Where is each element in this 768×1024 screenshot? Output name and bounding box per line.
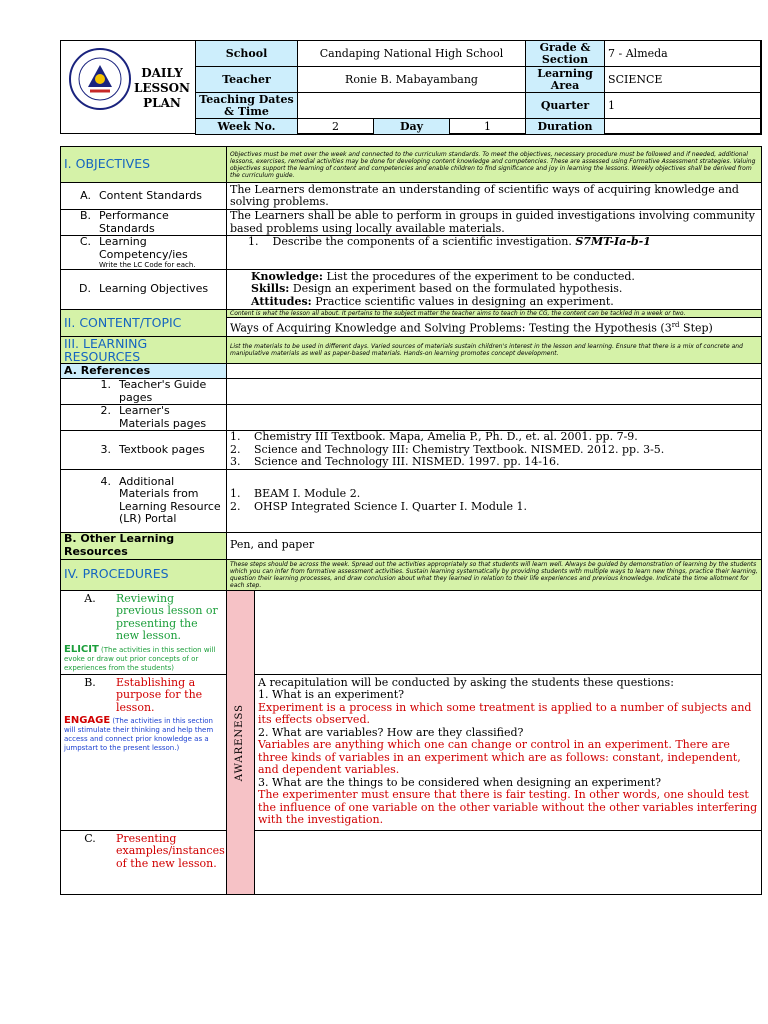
lc-code: S7MT-Ia-b-1 xyxy=(575,235,651,248)
textbook-item: Science and Technology III. NISMED. 1997. pp. 14-16. xyxy=(254,455,560,469)
competency-description: Describe the components of a scientific investigation. xyxy=(272,235,572,248)
textbook-item: Chemistry III Textbook. Mapa, Amelia P., Ph. D., et. al. 2001. pp. 7-9. xyxy=(254,430,638,444)
other-resources-value: Pen, and paper xyxy=(227,532,762,559)
establishing-purpose-content xyxy=(255,674,762,830)
topic-title: Ways of Acquiring Knowledge and Solving Problems: Testing the Hypothesis (3 xyxy=(230,321,672,335)
learners-materials-cell xyxy=(61,405,227,431)
other-resources-label: B. Other Learning Resources xyxy=(61,532,227,559)
learners-materials-label: Learner's Materials pages xyxy=(119,404,207,430)
item-number: 3. xyxy=(100,442,111,456)
deped-seal-logo xyxy=(68,47,132,111)
presenting-examples-cell xyxy=(61,830,227,894)
content-note: Content is what the lesson all about. It pertains to the subject matter the teacher aims to teach in the CG, the content can be tackled in a week or two. xyxy=(227,310,761,318)
teachers-guide-cell xyxy=(61,379,227,405)
content-topic-cell xyxy=(227,310,762,337)
attitudes-text: Practice scientific values in designing an experiment. xyxy=(315,294,614,308)
attitudes-label: Attitudes: xyxy=(251,294,312,308)
lc-code-note: Write the LC Code for each. xyxy=(99,261,196,269)
answer: Experiment is a process in which some treatment is applied to a number of subjects and its effects observed. xyxy=(258,700,752,727)
textbook-pages-cell xyxy=(61,431,227,470)
references-value xyxy=(227,364,762,379)
learners-materials-value xyxy=(227,405,762,431)
item-number: D. xyxy=(79,282,91,296)
reviewing-lesson-content xyxy=(255,590,762,674)
content-topic-heading: II. CONTENT/TOPIC xyxy=(61,310,227,337)
learning-objectives-text xyxy=(227,270,762,310)
elicit-label: ELICIT xyxy=(64,643,99,655)
learning-competency-text xyxy=(227,236,762,270)
textbook-pages-label: Textbook pages xyxy=(119,442,205,456)
reviewing-lesson-cell xyxy=(61,590,227,674)
teacher-value: Ronie B. Mabayambang xyxy=(298,67,526,93)
title-line: LESSON xyxy=(133,81,191,95)
performance-standards-cell xyxy=(61,210,227,236)
presenting-examples-label: Presenting examples/instances of the new lesson. xyxy=(116,831,225,870)
teacher-label: Teacher xyxy=(196,67,298,93)
quarter-value: 1 xyxy=(605,93,762,119)
procedures-heading: IV. PROCEDURES xyxy=(61,559,227,590)
item-number: 2. xyxy=(100,404,111,418)
week-value: 2 xyxy=(298,119,374,135)
learning-resources-heading: III. LEARNING RESOURCES xyxy=(61,337,227,364)
grade-section-label: Grade & Section xyxy=(526,41,605,67)
additional-materials-cell xyxy=(61,469,227,532)
teachers-guide-label: Teacher's Guide pages xyxy=(119,378,207,404)
additional-materials-list: 1. BEAM I. Module 2. 2. OHSP Integrated Science I. Quarter I. Module 1. xyxy=(227,469,762,532)
topic-sup: rd xyxy=(671,321,680,329)
item-number: B. xyxy=(84,675,96,689)
school-label: School xyxy=(196,41,298,67)
week-label: Week No. xyxy=(196,119,298,135)
textbook-list: 1. Chemistry III Textbook. Mapa, Amelia P., Ph. D., et. al. 2001. pp. 7-9. 2. Science and Technology III: Chemistry Textbook. NISMED. 2012. pp. 3-5. 3. Science and Technology III. NISMED. 1997. pp. 14-16. xyxy=(227,431,762,470)
title-line: DAILY xyxy=(141,66,183,80)
topic-end: Step) xyxy=(679,321,713,335)
question: 1. What is an experiment? xyxy=(258,688,405,702)
item-number: 1. xyxy=(248,235,259,248)
content-standards-label: Content Standards xyxy=(99,188,203,202)
skills-label: Skills: xyxy=(251,282,290,296)
daily-lesson-plan-title xyxy=(130,66,194,111)
topic-text xyxy=(227,318,761,336)
performance-standards-text: The Learners shall be able to perform in groups in guided investigations involving community based problems using locally available materials. xyxy=(227,210,762,236)
learning-objectives-label: Learning Objectives xyxy=(99,282,209,296)
duration-value xyxy=(605,119,762,135)
teaching-dates-value xyxy=(298,93,526,119)
question: 3. What are the things to be considered when designing an experiment? xyxy=(258,775,662,789)
answer: The experimenter must ensure that there is fair testing. In other words, one should test the influence of one variable on the other variable without the other variables interfering with the investigation. xyxy=(258,788,758,827)
day-value: 1 xyxy=(450,119,526,135)
school-value: Candaping National High School xyxy=(298,41,526,67)
awareness-label: AWARENESS xyxy=(234,703,246,781)
item-number: C. xyxy=(79,235,91,248)
objectives-note: Objectives must be met over the week and connected to the curriculum standards. To meet the objectives, necessary procedure must be followed and if needed, additional lessons, exercises, remedial activities may be done for developing content knowledge and competencies. These are assessed using Formative Assessment strategies. Valuing objectives support the learning of content and competencies and enable children to find significance and joy in learning the lessons. Weekly objectives shall be derived from the curriculum guide. xyxy=(227,147,762,183)
recap-intro: A recapitulation will be conducted by asking the students these questions: xyxy=(258,675,674,689)
additional-materials-label: Additional Materials from Learning Resource (LR) Portal xyxy=(119,474,221,526)
resources-note: List the materials to be used in different days. Varied sources of materials sustain children's interest in the lesson and learning. Ensure that there is a mix of concrete and manipulative materials as well as paper-based materials. Hands-on learning promotes concept development. xyxy=(227,337,762,364)
establishing-purpose-cell xyxy=(61,674,227,830)
item-number: A. xyxy=(80,188,91,202)
additional-item: OHSP Integrated Science I. Quarter I. Module 1. xyxy=(254,499,528,513)
content-standards-cell xyxy=(61,183,227,210)
day-label: Day xyxy=(374,119,450,135)
header-info-table xyxy=(195,40,762,135)
item-number: B. xyxy=(79,209,91,222)
learning-objectives-cell xyxy=(61,270,227,310)
objectives-heading: I. OBJECTIVES xyxy=(61,147,227,183)
item-number: A. xyxy=(84,591,96,605)
item-number: 1. xyxy=(100,378,111,392)
content-standards-text: The Learners demonstrate an understanding of scientific ways of acquiring knowledge and solving problems. xyxy=(227,183,762,210)
elicit-note: (The activities in this section will evoke or draw out prior concepts of or experiences from the students) xyxy=(64,645,216,672)
item-number: 4. xyxy=(100,474,111,488)
learning-competency-cell xyxy=(61,236,227,270)
reviewing-lesson-label: Reviewing previous lesson or presenting the new lesson. xyxy=(116,591,218,643)
question: 2. What are variables? How are they classified? xyxy=(258,725,524,739)
textbook-item: Science and Technology III: Chemistry Textbook. NISMED. 2012. pp. 3-5. xyxy=(254,442,665,456)
knowledge-text: List the procedures of the experiment to be conducted. xyxy=(326,269,635,283)
grade-section-value: 7 - Almeda xyxy=(605,41,762,67)
item-number: C. xyxy=(84,831,96,845)
presenting-examples-content xyxy=(255,830,762,894)
additional-item: BEAM I. Module 2. xyxy=(254,487,361,501)
learning-area-value: SCIENCE xyxy=(605,67,762,93)
quarter-label: Quarter xyxy=(526,93,605,119)
learning-competency-label: Learning Competency/ies xyxy=(99,235,188,261)
title-line: PLAN xyxy=(143,96,181,110)
engage-note: (The activities in this section will stimulate their thinking and help them access and connect prior knowledge as a jumpstart to the present lesson.) xyxy=(64,717,214,753)
skills-text: Design an experiment based on the formulated hypothesis. xyxy=(292,282,623,296)
establishing-purpose-label: Establishing a purpose for the lesson. xyxy=(116,675,203,714)
teaching-dates-label: Teaching Dates & Time xyxy=(196,93,298,119)
knowledge-label: Knowledge: xyxy=(251,269,323,283)
engage-label: ENGAGE xyxy=(64,715,111,727)
teachers-guide-value xyxy=(227,379,762,405)
learning-area-label: Learning Area xyxy=(526,67,605,93)
lesson-plan-table xyxy=(60,146,762,895)
procedures-note: These steps should be across the week. Spread out the activities appropriately so that students will learn well. Always be guided by demonstration of learning by the students which you can infer from formative assessment activities. Sustain learning systematically by providing students with multiple ways to learn new things, practice their learning, question their learning processes, and draw conclusion about what they learned in relation to their life experiences and previous knowledge. Indicate the time allotment for each step. xyxy=(227,559,762,590)
answer: Variables are anything which one can change or control in an experiment. There are three kinds of variables in an experiment which are as follows: constant, independent, and dependent variables. xyxy=(258,738,741,777)
references-label: A. References xyxy=(61,364,227,379)
awareness-column xyxy=(227,590,255,894)
duration-label: Duration xyxy=(526,119,605,135)
performance-standards-label: Performance Standards xyxy=(99,209,169,235)
